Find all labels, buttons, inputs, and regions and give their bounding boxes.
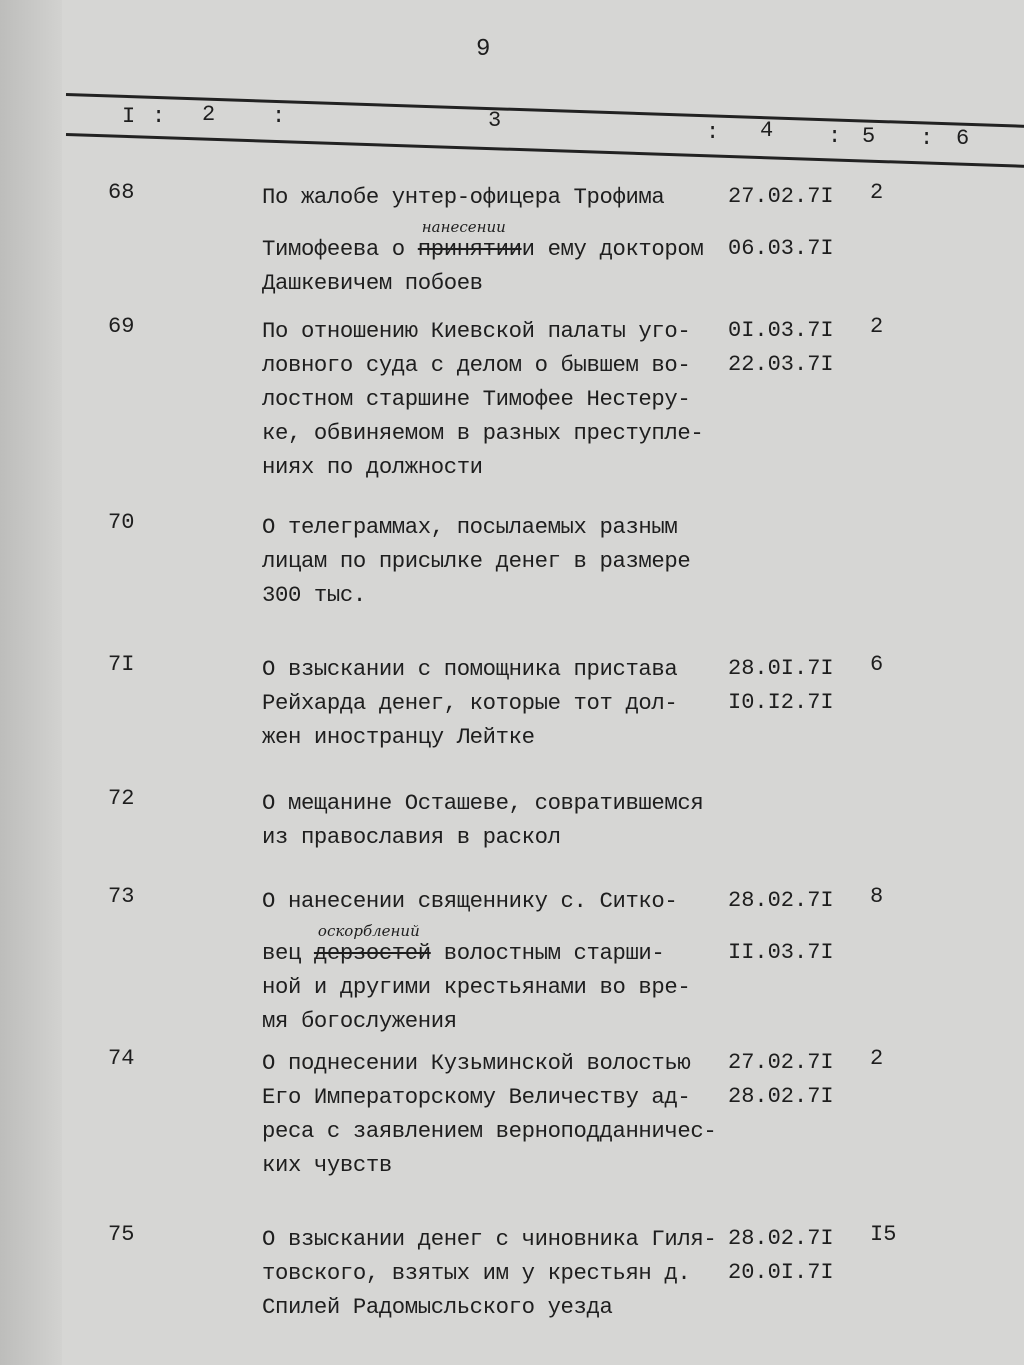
- text-segment: О мещанине Осташеве, совратившемся: [262, 790, 704, 816]
- column-separator: :: [272, 104, 286, 129]
- entry-number: 75: [108, 1222, 135, 1247]
- entry-number: 74: [108, 1046, 135, 1071]
- end-date: 06.03.7I: [728, 236, 834, 261]
- entry-dates: [728, 1222, 834, 1290]
- start-date: 28.02.7I: [728, 1226, 834, 1251]
- text-segment: Дашкевичем побоев: [262, 270, 483, 296]
- end-date: 22.03.7I: [728, 352, 834, 377]
- sheet-count: 8: [870, 884, 884, 909]
- end-date: I0.I2.7I: [728, 690, 834, 715]
- handwritten-insertion: нанесении: [421, 218, 506, 236]
- text-segment: Его Императорскому Величеству ад-: [262, 1084, 691, 1110]
- text-segment: жен иностранцу Лейтке: [262, 724, 535, 750]
- text-segment: По жалобе унтер-офицера Трофима: [262, 184, 665, 210]
- entry-title-line: [262, 1256, 716, 1290]
- column-header: 4: [760, 118, 774, 143]
- entry-title: [262, 510, 690, 612]
- entry-title: [262, 884, 690, 1038]
- text-segment: товского, взятых им у крестьян д.: [262, 1260, 691, 1286]
- entry-title: [262, 1222, 716, 1324]
- entry-title-line: [262, 1080, 716, 1114]
- entry-title-line: [262, 686, 677, 720]
- entry-title-line: [262, 1290, 716, 1324]
- sheet-count: 2: [870, 1046, 884, 1071]
- entry-title-line: [262, 1004, 690, 1038]
- start-date: 0I.03.7I: [728, 318, 834, 343]
- page-number: 9: [476, 36, 491, 63]
- column-header: 5: [862, 124, 876, 149]
- entry-title-line: [262, 1046, 716, 1080]
- correction: [417, 218, 522, 262]
- entry-dates: [728, 1046, 834, 1114]
- page-edge-shadow: [0, 0, 62, 1365]
- entry-title-line: [262, 884, 690, 918]
- text-segment: О взыскании денег с чиновника Гиля-: [262, 1226, 717, 1252]
- entry-title-line: [262, 922, 690, 970]
- text-segment: 300 тыс.: [262, 582, 366, 608]
- text-segment: ной и другими крестьянами во вре-: [262, 974, 691, 1000]
- column-separator: :: [828, 124, 842, 149]
- start-date: 28.0I.7I: [728, 656, 834, 681]
- end-date: 20.0I.7I: [728, 1260, 834, 1285]
- entry-number: 7I: [108, 652, 135, 677]
- entry-title-line: [262, 820, 703, 854]
- text-segment: мя богослужения: [262, 1008, 457, 1034]
- text-segment: и ему доктором: [521, 236, 704, 262]
- end-date: 28.02.7I: [728, 1084, 834, 1109]
- handwritten-insertion: оскорблений: [317, 922, 420, 940]
- entry-title-line: [262, 382, 703, 416]
- start-date: 28.02.7I: [728, 888, 834, 913]
- text-segment: О взыскании с помощника пристава: [262, 656, 678, 682]
- entry-title-line: [262, 348, 703, 382]
- text-segment: Рейхарда денег, которые тот дол-: [262, 690, 678, 716]
- entry-title-line: [262, 416, 703, 450]
- column-separator: :: [706, 120, 720, 145]
- entry-title-line: [262, 544, 690, 578]
- column-header: I: [122, 104, 136, 129]
- text-segment: О телеграммах, посылаемых разным: [262, 514, 678, 540]
- entry-title-line: [262, 1222, 716, 1256]
- text-segment: ниях по должности: [262, 454, 483, 480]
- sheet-count: 2: [870, 180, 884, 205]
- entry-title: [262, 1046, 716, 1182]
- text-segment: вец: [262, 940, 314, 966]
- entry-number: 72: [108, 786, 135, 811]
- column-header: 3: [488, 108, 502, 133]
- column-separator: :: [152, 104, 166, 129]
- entry-title-line: [262, 510, 690, 544]
- entry-number: 70: [108, 510, 135, 535]
- entry-title-line: [262, 314, 703, 348]
- entry-title: [262, 180, 703, 300]
- column-header: 6: [956, 126, 970, 151]
- entry-title: [262, 314, 703, 484]
- entry-title-line: [262, 786, 703, 820]
- sheet-count: 2: [870, 314, 884, 339]
- entry-title-line: [262, 266, 703, 300]
- text-segment: реса с заявлением верноподданничес-: [262, 1118, 717, 1144]
- entry-title-line: [262, 578, 690, 612]
- text-segment: Тимофеева о: [262, 236, 418, 262]
- struck-word: принятии: [417, 236, 522, 262]
- header-rule-bottom: [66, 133, 1024, 168]
- text-segment: из православия в раскол: [262, 824, 561, 850]
- entry-title-line: [262, 450, 703, 484]
- sheet-count: 6: [870, 652, 884, 677]
- entry-title-line: [262, 720, 677, 754]
- entry-title-line: [262, 652, 677, 686]
- text-segment: волостным старши-: [430, 940, 665, 966]
- entry-title: [262, 652, 677, 754]
- sheet-count: I5: [870, 1222, 897, 1247]
- text-segment: ке, обвиняемом в разных преступле-: [262, 420, 704, 446]
- text-segment: лостном старшине Тимофее Нестеру-: [262, 386, 691, 412]
- column-header: 2: [202, 102, 216, 127]
- entry-dates: [728, 652, 834, 720]
- entry-number: 69: [108, 314, 135, 339]
- entry-number: 68: [108, 180, 135, 205]
- text-segment: ких чувств: [262, 1152, 392, 1178]
- entry-title-line: [262, 1148, 716, 1182]
- text-segment: О нанесении священнику с. Ситко-: [262, 888, 678, 914]
- text-segment: По отношению Киевской палаты уго-: [262, 318, 691, 344]
- end-date: II.03.7I: [728, 940, 834, 965]
- entry-title-line: [262, 970, 690, 1004]
- entry-title: [262, 786, 703, 854]
- entry-title-line: [262, 1114, 716, 1148]
- start-date: 27.02.7I: [728, 184, 834, 209]
- entry-title-line: [262, 218, 704, 266]
- entry-title-line: [262, 180, 703, 214]
- correction: [313, 922, 431, 966]
- text-segment: ловного суда с делом о бывшем во-: [262, 352, 691, 378]
- entry-number: 73: [108, 884, 135, 909]
- text-segment: О поднесении Кузьминской волостью: [262, 1050, 691, 1076]
- entry-dates: [728, 180, 834, 266]
- entry-dates: [728, 314, 834, 382]
- struck-word: дерзостей: [313, 940, 431, 966]
- text-segment: лицам по присылке денег в размере: [262, 548, 691, 574]
- text-segment: Спилей Радомысльского уезда: [262, 1294, 613, 1320]
- start-date: 27.02.7I: [728, 1050, 834, 1075]
- entry-dates: [728, 884, 834, 970]
- column-separator: :: [920, 126, 934, 151]
